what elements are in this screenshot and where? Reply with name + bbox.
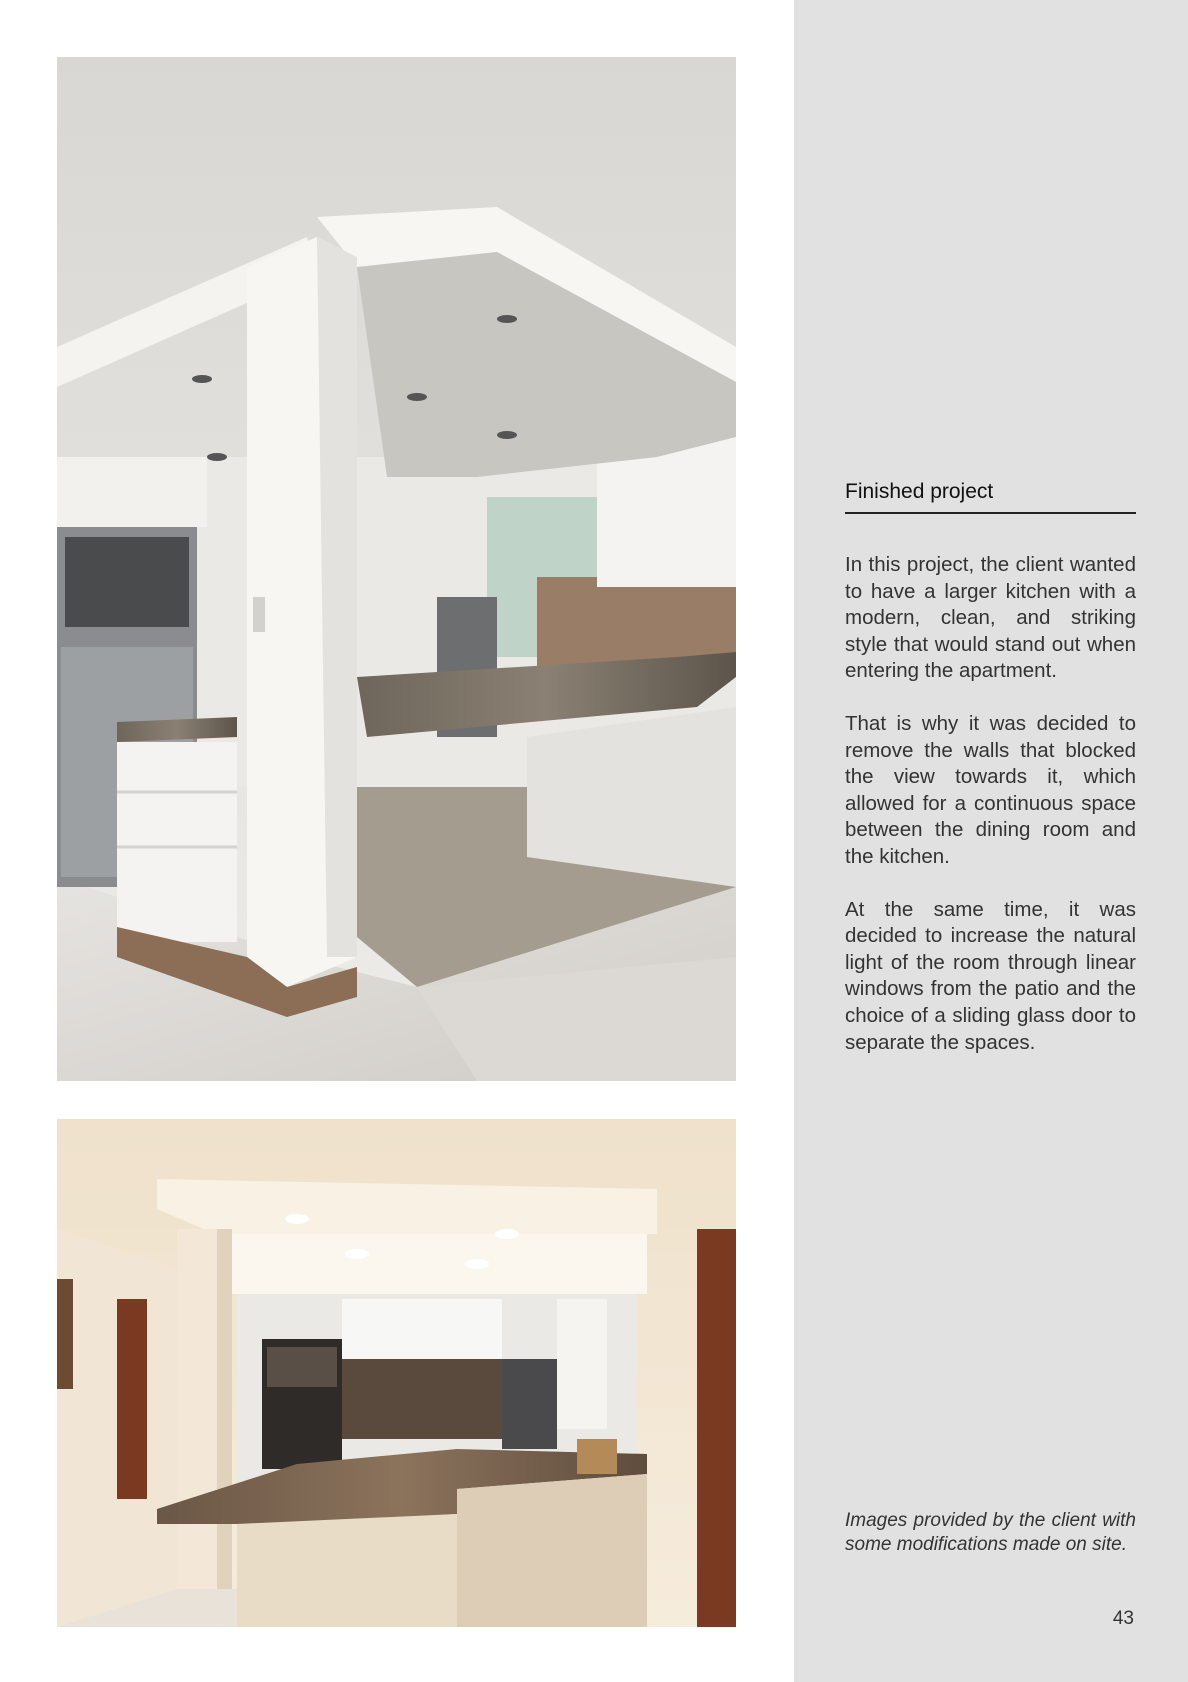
paragraph-3: At the same time, it was decided to increase the natural light of the room through linear windows from the patio and the choice of a sliding glass door to separate the spaces. (845, 897, 1136, 1054)
paragraph-1: In this project, the client wanted to have a larger kitchen with a modern, clean, and striking style that would stand out when entering the apartment. (845, 553, 1136, 683)
kitchen-photo-bottom (57, 1119, 736, 1627)
kitchen-photo-top (57, 57, 736, 1081)
body-text (845, 552, 1136, 1082)
paragraph-2: That is why it was decided to remove the walls that blocked the view towards it, which allowed for a continuous space between the dining room and the kitchen. (845, 711, 1136, 868)
section-title: Finished project (845, 480, 1136, 514)
page-number: 43 (1112, 1608, 1134, 1629)
image-caption: Images provided by the client with some modifications made on site. (845, 1510, 1136, 1555)
